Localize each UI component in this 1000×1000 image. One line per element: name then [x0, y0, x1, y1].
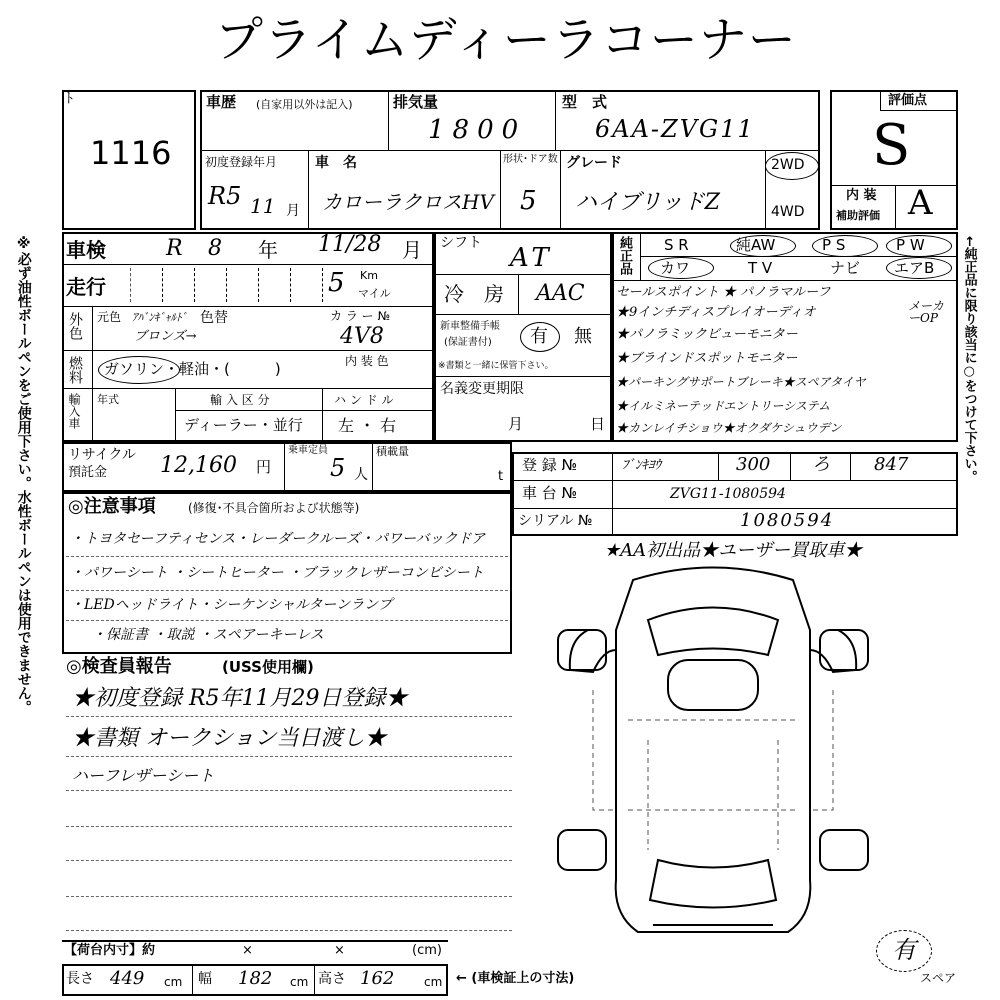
shaken-label: 車検 — [66, 238, 106, 262]
service-note: ※書類と一緒に保管下さい。 — [438, 361, 554, 371]
registration-kana: ろ — [812, 454, 830, 475]
color-no-value: 4V8 — [340, 324, 384, 349]
sales-line-2: ★9インチディスプレイオーディオ — [616, 305, 816, 320]
chassis-value: ZVG11-1080594 — [670, 486, 786, 502]
sales-line-1: セールスポイント ★ パノラマルーフ — [616, 285, 831, 300]
shift-label: シフト — [440, 235, 482, 251]
doors-value: 5 — [520, 186, 537, 216]
recycle-value: 12,160 — [160, 453, 237, 478]
registration-number: 847 — [874, 454, 909, 475]
import-handle-value: 左 ・ 右 — [338, 416, 397, 435]
load-unit: t — [498, 469, 504, 484]
genuine-leather: カワ — [660, 259, 691, 277]
model-type-value: 6AA-ZVG11 — [595, 115, 755, 143]
width-unit: cm — [290, 975, 309, 989]
color-repaint-label: 色替 — [200, 310, 228, 326]
color-original-label: 元色 — [97, 310, 122, 324]
sales-maker-note: メーカーOP — [908, 299, 944, 325]
spare-label: スペア — [920, 971, 957, 985]
grade-score-value: S — [872, 113, 911, 178]
first-reg-year: R5 — [208, 182, 242, 210]
import-year-label: 年式 — [97, 393, 119, 406]
genuine-ps: P S — [822, 236, 846, 254]
mileage-unit-km: Km — [360, 269, 378, 282]
import-kind-label: 輸 入 区 分 — [210, 393, 270, 407]
registration-class: 300 — [736, 454, 771, 475]
genuine-sr: S R — [664, 236, 689, 254]
genuine-tv: T V — [748, 259, 773, 277]
sales-line-4: ★ブラインドスポットモニター — [616, 351, 798, 366]
service-label-1: 新車整備手帳 — [440, 321, 500, 332]
caution-line-4: ・保証書 ・取説 ・スペアーキーレス — [92, 627, 324, 643]
doors-label: 形状･ドア数 — [503, 154, 558, 165]
recycle-unit: 円 — [256, 458, 272, 476]
recycle-label-1: リサイクル — [68, 447, 137, 463]
sales-line-6: ★イルミネーテッドエントリーシステム — [616, 399, 831, 413]
side-note-right: ←純正品に限り該当に○をつけて下さい。 — [961, 236, 977, 483]
drive-2wd: 2WD — [771, 157, 805, 173]
displacement-label: 排気量 — [393, 93, 439, 111]
name-change-month: 月 — [508, 415, 524, 433]
shaken-day: 11/28 — [318, 232, 382, 257]
load-label: 積載量 — [376, 445, 409, 458]
genuine-aw: 純AW — [736, 236, 776, 254]
caution-note: (修復･不具合箇所および状態等) — [188, 501, 360, 515]
mileage-value: 5 — [328, 268, 345, 298]
import-label: 輸入車 — [67, 393, 81, 429]
color-no-label: カ ラ ー № — [330, 309, 390, 323]
first-reg-month-suffix: 月 — [286, 203, 300, 219]
service-yes: 有 — [530, 326, 548, 347]
length-label: 長さ — [66, 971, 94, 987]
aircon-label: 冷 房 — [444, 282, 504, 306]
color-original-value: ｱﾊﾞﾝｷﾞｬﾙﾄﾞ — [132, 311, 187, 324]
interior-color-label: 内 装 色 — [345, 354, 389, 368]
service-no: 無 — [574, 326, 592, 347]
shift-value: AT — [510, 243, 553, 273]
chassis-label: 車 台 № — [522, 484, 578, 502]
lot-number: 1116 — [90, 134, 172, 172]
caution-line-2: ・パワーシート ・シートヒーター ・ブラックレザーコンビシート — [70, 565, 484, 581]
dimensions-note: ← (車検証上の寸法) — [456, 971, 575, 986]
service-label-2: (保証書付) — [444, 337, 492, 348]
drive-4wd: 4WD — [771, 204, 805, 220]
name-change-day: 日 — [590, 415, 606, 433]
mileage-label: 走行 — [66, 275, 106, 299]
inspector-line-2: ★書類 オークション当日渡し★ — [72, 726, 387, 751]
car-diagram — [548, 560, 878, 950]
capacity-value: 5 — [330, 454, 346, 482]
color-repaint-value: ブロンズ→ — [134, 329, 197, 344]
genuine-navi: ナビ — [830, 259, 861, 277]
shaken-year: 8 — [208, 236, 222, 261]
registration-area: ﾌﾞﾝｷﾖｳ — [622, 458, 661, 473]
cargo-label: 【荷台内寸】約 — [64, 943, 156, 958]
import-kind-value: ディーラー・並行 — [184, 416, 303, 434]
mileage-unit-mile: マイル — [358, 287, 391, 300]
serial-label: シリアル № — [518, 513, 593, 529]
sales-line-7: ★カンレイチショウ★オクダケシュウデン — [616, 421, 842, 435]
cargo-x1: × — [242, 943, 253, 958]
fuel-label: 燃料 — [67, 356, 83, 384]
inspector-note: (USS使用欄) — [222, 658, 314, 676]
registration-label: 登 録 № — [522, 456, 578, 474]
inspector-title: ◎検査員報告 — [66, 656, 172, 677]
page-title: プライムディーラコーナー — [215, 12, 797, 68]
height-label: 高さ — [318, 971, 346, 987]
history-note: (自家用以外は記入) — [256, 98, 353, 111]
caution-line-3: ・LEDヘッドライト・シーケンシャルターンランプ — [70, 597, 393, 613]
genuine-pw: P W — [896, 236, 925, 254]
color-outer-label: 外色 — [67, 312, 83, 340]
shaken-year-label: 年 — [258, 238, 278, 262]
sales-line-5: ★パーキングサポートブレーキ★スペアタイヤ — [616, 375, 866, 389]
height-unit: cm — [424, 975, 443, 989]
cargo-unit: (cm) — [412, 943, 442, 958]
first-reg-month: 11 — [250, 194, 276, 218]
serial-value: 1080594 — [740, 510, 835, 531]
shaken-month-label: 月 — [402, 238, 422, 262]
spare-mark: 有 — [892, 936, 916, 964]
grade-score-label: 評価点 — [888, 93, 928, 108]
fuel-options: ガソリン・軽油・( ) — [104, 360, 281, 378]
first-reg-label: 初度登録年月 — [205, 155, 278, 169]
inspector-line-1: ★初度登録 R5年11月29日登録★ — [72, 686, 408, 711]
shaken-era: R — [166, 236, 183, 261]
diagram-note: ★AA初出品★ユーザー買取車★ — [604, 540, 863, 561]
capacity-unit: 人 — [354, 467, 368, 483]
displacement-value: 1800 — [428, 115, 527, 145]
cargo-x2: × — [334, 943, 345, 958]
grade-label: グレード — [566, 155, 622, 171]
genuine-label: 純正品 — [617, 236, 632, 275]
interior-label-2: 補助評価 — [836, 209, 880, 222]
car-name-value: カローラクロスHV — [322, 190, 494, 214]
interior-label-1: 内 装 — [846, 188, 877, 203]
name-change-label: 名義変更期限 — [440, 381, 524, 397]
length-value: 449 — [110, 968, 145, 989]
caution-line-1: ・トヨタセーフティセンス・レーダークルーズ・パワーバックドア — [70, 531, 485, 547]
aircon-value: AAC — [536, 281, 585, 306]
capacity-label: 乗車定員 — [288, 445, 328, 456]
caution-title: ◎注意事項 — [68, 496, 156, 517]
height-value: 162 — [360, 968, 395, 989]
genuine-airbag: エアB — [894, 259, 935, 277]
inspector-line-3: ハーフレザーシート — [72, 766, 215, 785]
import-handle-label: ハ ン ド ル — [334, 393, 394, 407]
sales-line-3: ★パノラミックビューモニター — [616, 327, 798, 342]
model-type-label: 型 式 — [562, 93, 608, 111]
width-label: 幅 — [198, 971, 212, 987]
recycle-label-2: 預託金 — [68, 465, 108, 480]
grade-value: ハイブリッドZ — [575, 190, 720, 215]
interior-score-value: A — [908, 183, 933, 223]
side-note-left: ※必ず油性ボールペンをご使用下さい。水性ボールペンは使用できません。 — [15, 236, 32, 714]
width-value: 182 — [238, 968, 273, 989]
length-unit: cm — [164, 975, 183, 989]
lot-mark: ﾄ — [66, 91, 73, 107]
car-name-label: 車 名 — [315, 155, 357, 171]
history-label: 車歴 — [206, 93, 237, 111]
